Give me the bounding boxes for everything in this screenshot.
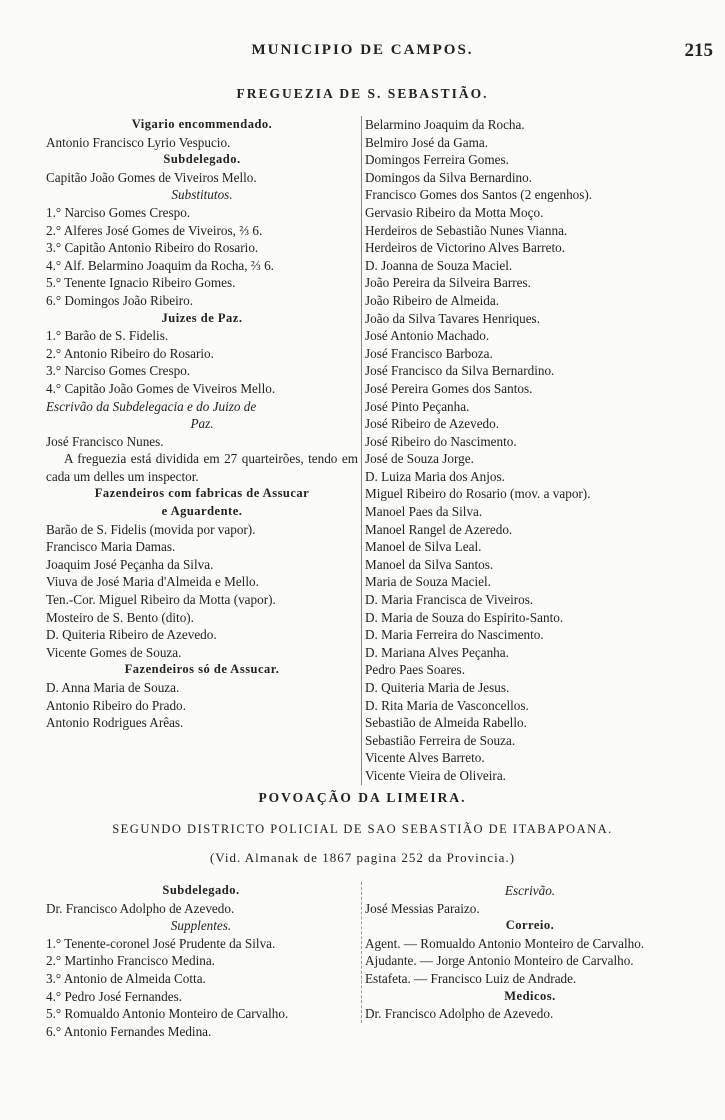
freguezia-left-entry: A freguezia está dividida em 27 quarteirões, tendo em cada um delles um inspector. bbox=[46, 451, 358, 484]
freguezia-right-column bbox=[361, 116, 695, 785]
proprietor-entry: José Ribeiro do Nascimento. bbox=[365, 433, 517, 449]
povoacao-right-heading: Escrivão. bbox=[504, 883, 556, 898]
proprietor-entry: Miguel Ribeiro do Rosario (mov. a vapor). bbox=[365, 486, 591, 502]
freguezia-left-entry: 3.° Narciso Gomes Crespo. bbox=[46, 363, 191, 379]
povoacao-left-column bbox=[46, 882, 356, 1040]
running-title: MUNICIPIO DE CAMPOS. bbox=[251, 42, 474, 58]
proprietor-entry: Maria de Souza Maciel. bbox=[365, 574, 491, 590]
proprietor-entry: Belarmino Joaquim da Rocha. bbox=[365, 117, 525, 132]
freguezia-left-entry: Mosteiro de S. Bento (dito). bbox=[46, 609, 194, 625]
freguezia-left-column bbox=[46, 116, 358, 732]
proprietor-entry: Francisco Gomes dos Santos (2 engenhos). bbox=[365, 187, 593, 203]
povoacao-left-entry: 3.° Antonio de Almeida Cotta. bbox=[46, 970, 206, 986]
freguezia-left-entry: Ten.-Cor. Miguel Ribeiro da Motta (vapor). bbox=[46, 592, 276, 608]
proprietor-entry: Manoel Rangel de Azeredo. bbox=[365, 521, 513, 537]
freguezia-left-entry: 6.° Domingos João Ribeiro. bbox=[46, 292, 194, 308]
proprietor-entry: João da Silva Tavares Henriques. bbox=[365, 310, 540, 326]
proprietor-entry: José de Souza Jorge. bbox=[365, 451, 474, 467]
proprietor-entry: Herdeiros de Victorino Alves Barreto. bbox=[365, 240, 566, 256]
proprietor-entry: D. Luiza Maria dos Anjos. bbox=[365, 468, 505, 484]
proprietor-entry: Manoel da Silva Santos. bbox=[365, 556, 494, 572]
freguezia-left-heading: e Aguardente. bbox=[161, 504, 243, 519]
freguezia-left-heading: Fazendeiros só de Assucar. bbox=[124, 662, 280, 677]
proprietor-entry: Gervasio Ribeiro da Motta Moço. bbox=[365, 204, 544, 220]
freguezia-left-entry: Antonio Rodrigues Arêas. bbox=[46, 715, 184, 731]
proprietor-entry: Domingos da Silva Bernardino. bbox=[365, 169, 533, 185]
povoacao-right-entry: Dr. Francisco Adolpho de Azevedo. bbox=[365, 1006, 554, 1022]
proprietor-entry: Domingos Ferreira Gomes. bbox=[365, 152, 509, 168]
freguezia-title: FREGUEZIA DE S. SEBASTIÃO. bbox=[236, 86, 489, 101]
povoacao-right-heading: Correio. bbox=[505, 918, 555, 933]
povoacao-left-entry: 5.° Romualdo Antonio Monteiro de Carvalho. bbox=[46, 1006, 289, 1022]
page-number: 215 bbox=[684, 40, 713, 61]
proprietor-entry: José Pinto Peçanha. bbox=[365, 398, 470, 414]
reference-note: (Vid. Almanak de 1867 pagina 252 da Provincia.) bbox=[209, 850, 516, 865]
proprietor-entry: Vicente Vieira de Oliveira. bbox=[365, 767, 506, 783]
povoacao-left-entry: 2.° Martinho Francisco Medina. bbox=[46, 953, 215, 969]
proprietor-entry: D. Maria Francisca de Viveiros. bbox=[365, 592, 534, 608]
proprietor-entry: Manoel Paes da Silva. bbox=[365, 504, 483, 520]
povoacao-left-heading: Supplentes. bbox=[170, 918, 232, 934]
freguezia-left-entry: Viuva de José Maria d'Almeida e Mello. bbox=[46, 574, 259, 590]
running-head bbox=[0, 40, 725, 64]
freguezia-left-heading: Subdelegado. bbox=[163, 152, 241, 167]
freguezia-left-heading: Juizes de Paz. bbox=[161, 310, 243, 325]
povoacao-right-entry: Ajudante. — Jorge Antonio Monteiro de Carvalho. bbox=[365, 953, 634, 969]
povoacao-left-entry: 6.° Antonio Fernandes Medina. bbox=[46, 1023, 212, 1039]
povoacao-left-entry: Dr. Francisco Adolpho de Azevedo. bbox=[46, 900, 235, 916]
proprietor-entry: D. Mariana Alves Peçanha. bbox=[365, 644, 509, 660]
proprietor-entry: Herdeiros de Sebastião Nunes Vianna. bbox=[365, 222, 568, 238]
povoacao-right-entry: Estafeta. — Francisco Luiz de Andrade. bbox=[365, 970, 577, 986]
proprietor-entry: D. Joanna de Souza Maciel. bbox=[365, 257, 513, 273]
proprietor-entry: D. Quiteria Maria de Jesus. bbox=[365, 680, 510, 695]
proprietor-entry: D. Rita Maria de Vasconcellos. bbox=[365, 697, 529, 713]
freguezia-left-entry: 1.° Narciso Gomes Crespo. bbox=[46, 204, 191, 220]
proprietor-entry: Belmiro José da Gama. bbox=[365, 134, 489, 150]
freguezia-left-entry: 2.° Antonio Ribeiro do Rosario. bbox=[46, 345, 214, 361]
freguezia-left-entry: Joaquim José Peçanha da Silva. bbox=[46, 556, 214, 572]
proprietor-entry: José Pereira Gomes dos Santos. bbox=[365, 380, 533, 396]
freguezia-left-entry: Antonio Ribeiro do Prado. bbox=[46, 697, 186, 713]
povoacao-left-entry: 1.° Tenente-coronel José Prudente da Silva. bbox=[46, 935, 276, 951]
freguezia-left-entry: José Francisco Nunes. bbox=[46, 433, 164, 449]
freguezia-left-entry: 2.° Alferes José Gomes de Viveiros, ⅔ 6. bbox=[46, 222, 263, 238]
proprietor-entry: João Ribeiro de Almeida. bbox=[365, 292, 500, 308]
proprietor-entry: Sebastião de Almeida Rabello. bbox=[365, 715, 527, 731]
proprietor-entry: D. Maria de Souza do Espirito-Santo. bbox=[365, 609, 564, 625]
proprietor-entry: Pedro Paes Soares. bbox=[365, 662, 465, 678]
freguezia-left-heading: Substitutos. bbox=[171, 187, 233, 203]
freguezia-left-entry: Capitão João Gomes de Viveiros Mello. bbox=[46, 169, 257, 185]
freguezia-left-entry: 1.° Barão de S. Fidelis. bbox=[46, 328, 169, 344]
povoacao-title: POVOAÇÃO DA LIMEIRA. bbox=[258, 790, 467, 805]
proprietor-entry: João Pereira da Silveira Barres. bbox=[365, 275, 531, 291]
proprietor-entry: José Antonio Machado. bbox=[365, 328, 490, 344]
freguezia-left-entry: 4.° Alf. Belarmino Joaquim da Rocha, ⅔ 6. bbox=[46, 257, 274, 273]
freguezia-left-entry: D. Anna Maria de Souza. bbox=[46, 680, 180, 695]
district-heading: SEGUNDO DISTRICTO POLICIAL DE SAO SEBASTIÃO DE ITABAPOANA. bbox=[112, 822, 613, 836]
freguezia-left-heading: Fazendeiros com fabricas de Assucar bbox=[94, 486, 310, 501]
proprietor-entry: José Francisco Barboza. bbox=[365, 345, 493, 361]
proprietor-entry: D. Maria Ferreira do Nascimento. bbox=[365, 627, 544, 643]
freguezia-left-entry: 5.° Tenente Ignacio Ribeiro Gomes. bbox=[46, 275, 236, 291]
freguezia-left-heading: Paz. bbox=[190, 416, 214, 432]
proprietor-entry: José Ribeiro de Azevedo. bbox=[365, 416, 500, 432]
povoacao-right-entry: Agent. — Romualdo Antonio Monteiro de Carvalho. bbox=[365, 935, 645, 951]
freguezia-left-entry: Antonio Francisco Lyrio Vespucio. bbox=[46, 134, 231, 150]
freguezia-left-entry: D. Quiteria Ribeiro de Azevedo. bbox=[46, 627, 217, 643]
povoacao-right-heading: Medicos. bbox=[504, 988, 556, 1003]
povoacao-left-heading: Subdelegado. bbox=[162, 883, 240, 897]
proprietor-entry: Vicente Alves Barreto. bbox=[365, 750, 485, 766]
proprietor-entry: José Francisco da Silva Bernardino. bbox=[365, 363, 555, 379]
freguezia-left-entry: Barão de S. Fidelis (movida por vapor). bbox=[46, 521, 256, 537]
freguezia-left-entry: Vicente Gomes de Souza. bbox=[46, 644, 182, 660]
freguezia-left-heading: Vigario encommendado. bbox=[131, 117, 273, 131]
proprietor-entry: Manoel de Silva Leal. bbox=[365, 539, 482, 555]
proprietor-entry: Sebastião Ferreira de Souza. bbox=[365, 732, 516, 748]
freguezia-left-entry: 3.° Capitão Antonio Ribeiro do Rosario. bbox=[46, 240, 259, 256]
freguezia-left-entry: Escrivão da Subdelegacia e do Juizo de bbox=[46, 398, 257, 414]
povoacao-right-entry: José Messias Paraizo. bbox=[365, 900, 480, 916]
povoacao-left-entry: 4.° Pedro José Fernandes. bbox=[46, 988, 183, 1004]
freguezia-left-entry: Francisco Maria Damas. bbox=[46, 539, 176, 555]
povoacao-right-column bbox=[361, 882, 695, 1023]
freguezia-left-entry: 4.° Capitão João Gomes de Viveiros Mello. bbox=[46, 380, 276, 396]
